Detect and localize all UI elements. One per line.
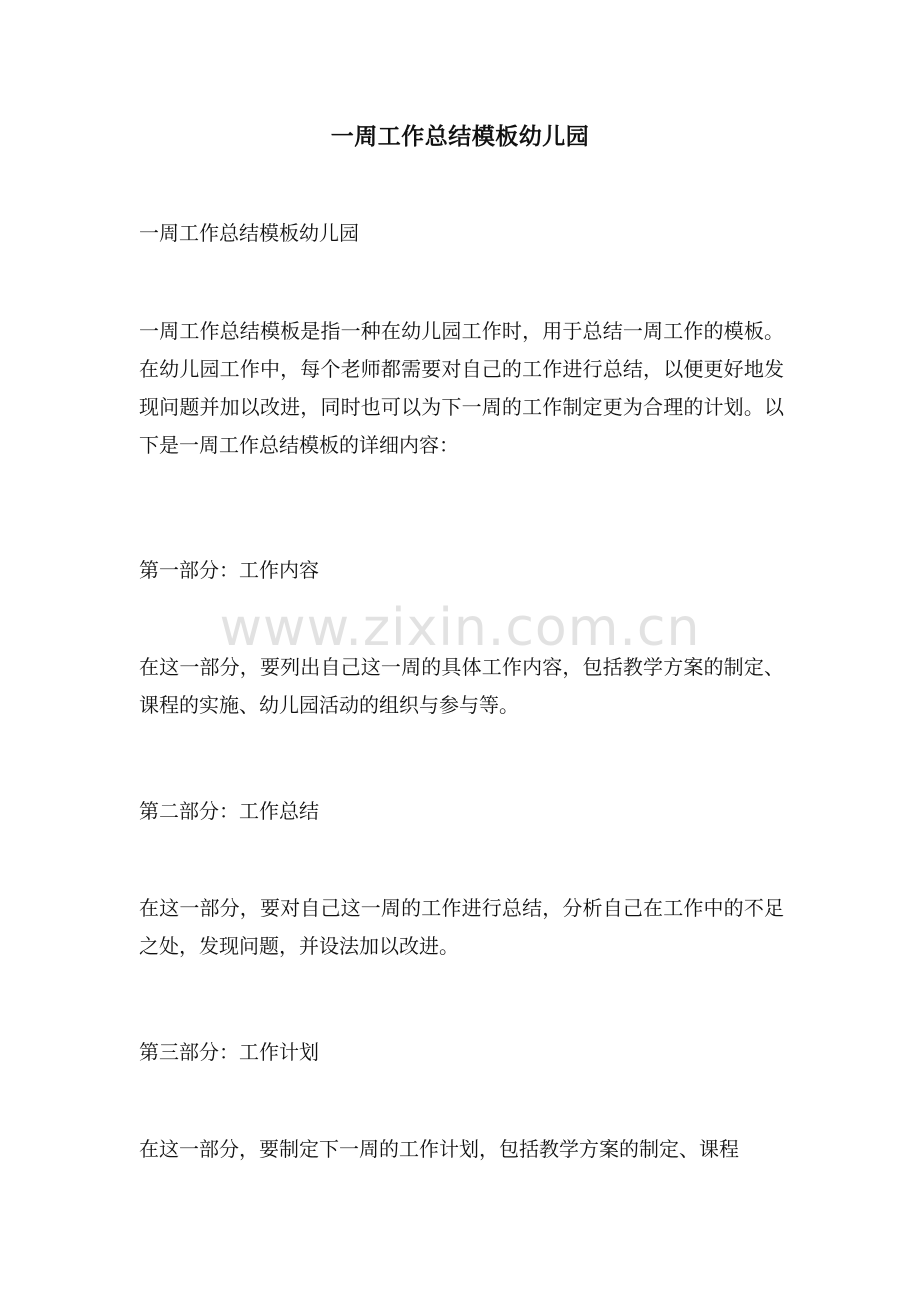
intro-paragraph: 一周工作总结模板是指一种在幼儿园工作时，用于总结一周工作的模板。在幼儿园工作中，每个老师都需要对自己的工作进行总结，以便更好地发现问题并加以改进，同时也可以为下一周的工作制定更为合理的计划。以下是一周工作总结模板的详细内容： bbox=[139, 319, 784, 457]
section2-heading: 第二部分：工作总结 bbox=[139, 799, 319, 823]
section3-body: 在这一部分，要制定下一周的工作计划，包括教学方案的制定、课程 bbox=[139, 1137, 739, 1161]
document-subtitle: 一周工作总结模板幼儿园 bbox=[139, 221, 359, 245]
section1-body: 在这一部分，要列出自己这一周的具体工作内容，包括教学方案的制定、课程的实施、幼儿园活动的组织与参与等。 bbox=[139, 655, 784, 717]
document-title: 一周工作总结模板幼儿园 bbox=[330, 123, 590, 150]
section2-body: 在这一部分，要对自己这一周的工作进行总结，分析自己在工作中的不足之处，发现问题，并设法加以改进。 bbox=[139, 896, 784, 958]
section1-heading: 第一部分：工作内容 bbox=[139, 558, 319, 582]
watermark: www.zixin.com.cn bbox=[219, 598, 701, 658]
section3-heading: 第三部分：工作计划 bbox=[139, 1040, 319, 1064]
